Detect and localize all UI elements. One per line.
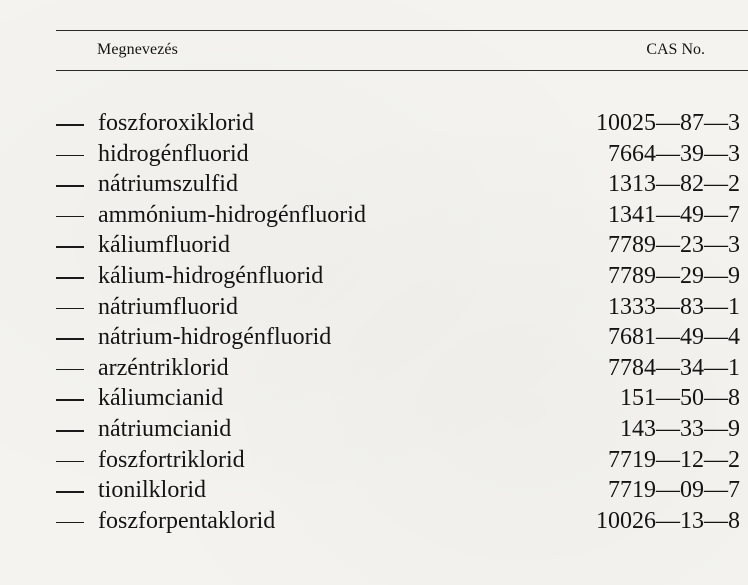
row-chemical-name: foszforpentaklorid bbox=[98, 507, 276, 534]
row-chemical-name: tionilklorid bbox=[98, 477, 206, 504]
table-body bbox=[0, 108, 748, 536]
row-chemical-name: nátriumcianid bbox=[98, 415, 232, 442]
row-cas-number: 7784—34—1 bbox=[608, 354, 740, 381]
table-header-rule bbox=[56, 70, 748, 71]
table-row bbox=[0, 475, 748, 506]
row-cas-number: 10025—87—3 bbox=[596, 110, 740, 136]
table-row bbox=[0, 139, 748, 170]
row-chemical-name: káliumcianid bbox=[98, 385, 224, 412]
row-chemical-name: nátriumfluorid bbox=[98, 293, 238, 320]
table-row bbox=[0, 506, 748, 537]
table-row bbox=[0, 200, 748, 231]
row-cas-number: 7719—12—2 bbox=[608, 446, 740, 473]
row-chemical-name: foszforoxiklorid bbox=[98, 110, 254, 136]
row-chemical-name: nátriumszulfid bbox=[98, 171, 238, 198]
table-row bbox=[0, 414, 748, 445]
row-cas-number: 143—33—9 bbox=[620, 415, 740, 442]
row-cas-number: 7664—39—3 bbox=[608, 140, 740, 167]
table-row bbox=[0, 108, 748, 139]
row-cas-number: 1341—49—7 bbox=[608, 201, 740, 228]
row-cas-number: 1333—83—1 bbox=[608, 293, 740, 320]
row-cas-number: 7789—23—3 bbox=[608, 232, 740, 259]
row-cas-number: 10026—13—8 bbox=[596, 507, 740, 534]
row-cas-number: 7681—49—4 bbox=[608, 324, 740, 351]
row-cas-number: 7719—09—7 bbox=[608, 477, 740, 504]
table-row bbox=[0, 445, 748, 476]
table-row bbox=[0, 353, 748, 384]
column-header-name: Megnevezés bbox=[97, 41, 178, 58]
row-chemical-name: káliumfluorid bbox=[98, 232, 230, 259]
row-chemical-name: arzéntriklorid bbox=[98, 354, 229, 381]
table-row bbox=[0, 322, 748, 353]
column-header-cas: CAS No. bbox=[646, 41, 705, 58]
row-cas-number: 7789—29—9 bbox=[608, 262, 740, 289]
row-chemical-name: nátrium-hidrogénfluorid bbox=[98, 324, 332, 351]
row-chemical-name: ammónium-hidrogénfluorid bbox=[98, 201, 366, 228]
table-top-rule bbox=[56, 30, 748, 31]
row-cas-number: 151—50—8 bbox=[620, 385, 740, 412]
table-row bbox=[0, 383, 748, 414]
table-row bbox=[0, 261, 748, 292]
table-row bbox=[0, 169, 748, 200]
table-row bbox=[0, 230, 748, 261]
row-cas-number: 1313—82—2 bbox=[608, 171, 740, 198]
row-chemical-name: kálium-hidrogénfluorid bbox=[98, 262, 324, 289]
row-chemical-name: hidrogénfluorid bbox=[98, 140, 249, 167]
row-chemical-name: foszfortriklorid bbox=[98, 446, 245, 473]
table-row bbox=[0, 292, 748, 323]
